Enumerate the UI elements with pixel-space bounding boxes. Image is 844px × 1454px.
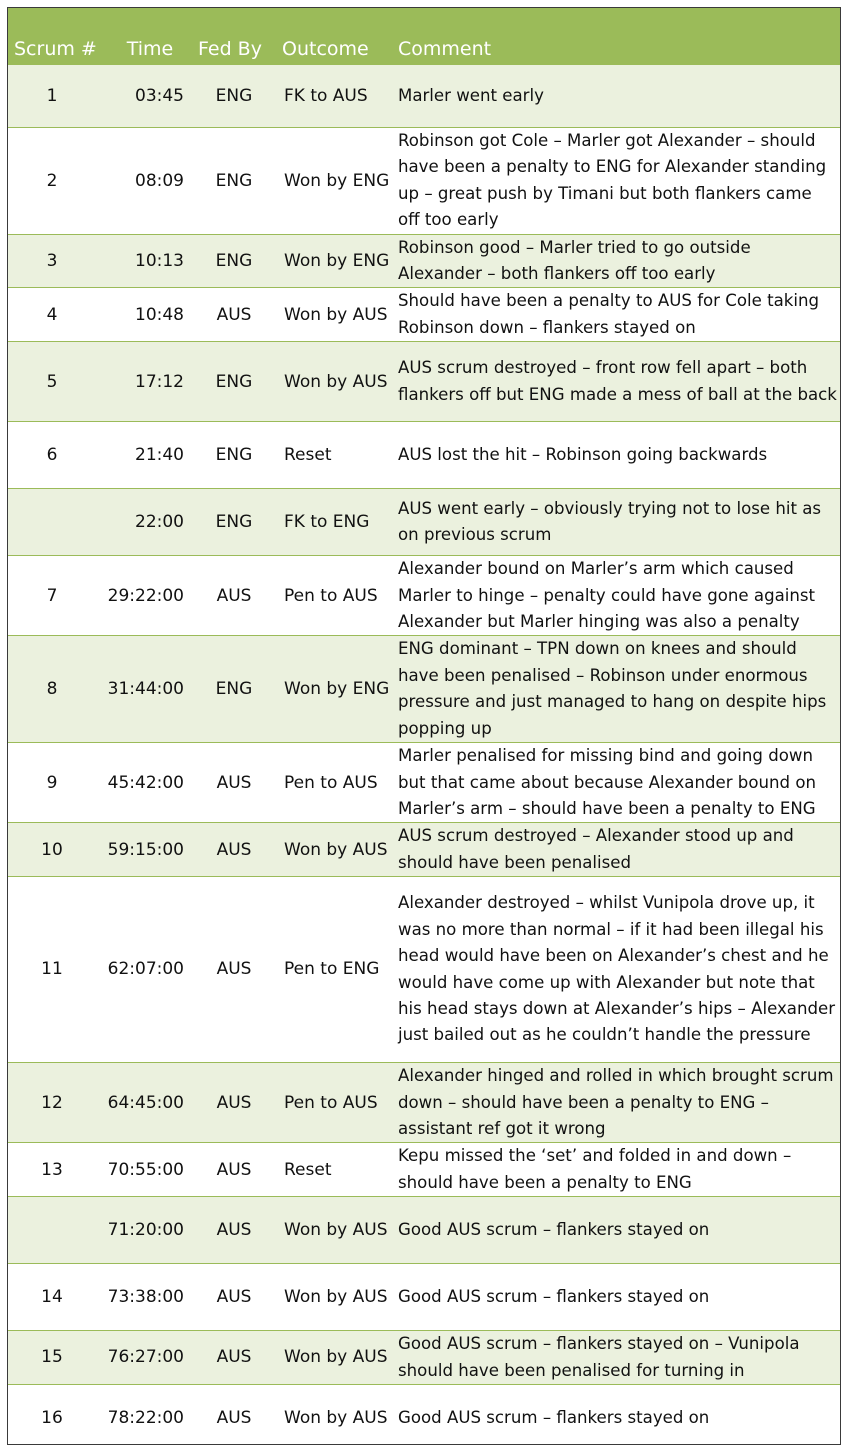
cell-scrum: 6 <box>8 422 102 489</box>
table-row <box>8 1143 840 1197</box>
cell-fed-by: AUS <box>192 1063 276 1143</box>
cell-comment: AUS went early – obviously trying not to lose hit as on previous scrum <box>388 489 840 556</box>
table-row <box>8 1384 840 1445</box>
header-scrum: Scrum # <box>8 8 102 65</box>
table-row <box>8 556 840 636</box>
cell-fed-by: ENG <box>192 342 276 422</box>
table-row <box>8 65 840 128</box>
cell-fed-by: AUS <box>192 823 276 877</box>
cell-comment: Should have been a penalty to AUS for Cole taking Robinson down – flankers stayed on <box>388 288 840 342</box>
cell-comment: AUS scrum destroyed – front row fell apart – both flankers off but ENG made a mess of ball at the back <box>388 342 840 422</box>
cell-fed-by: AUS <box>192 556 276 636</box>
cell-time: 22:00 <box>102 489 192 556</box>
cell-fed-by: ENG <box>192 65 276 128</box>
cell-comment: ENG dominant – TPN down on knees and should have been penalised – Robinson under enormous pressure and just managed to hang on despite hips popping up <box>388 636 840 743</box>
cell-scrum: 16 <box>8 1384 102 1445</box>
cell-scrum: 11 <box>8 877 102 1063</box>
scrum-analysis-table-container <box>7 7 841 1445</box>
cell-comment: Kepu missed the ‘set’ and folded in and down – should have been a penalty to ENG <box>388 1143 840 1197</box>
cell-time: 29:22:00 <box>102 556 192 636</box>
cell-comment: Good AUS scrum – flankers stayed on <box>388 1264 840 1331</box>
cell-outcome: Won by AUS <box>276 823 388 877</box>
cell-time: 31:44:00 <box>102 636 192 743</box>
cell-time: 73:38:00 <box>102 1264 192 1331</box>
cell-scrum: 7 <box>8 556 102 636</box>
table-row <box>8 422 840 489</box>
cell-outcome: Won by AUS <box>276 342 388 422</box>
table-row <box>8 1331 840 1385</box>
cell-fed-by: AUS <box>192 1331 276 1385</box>
cell-fed-by: ENG <box>192 489 276 556</box>
cell-fed-by: AUS <box>192 743 276 823</box>
table-row <box>8 128 840 235</box>
table-body <box>8 65 840 1446</box>
cell-scrum <box>8 1197 102 1264</box>
cell-scrum: 4 <box>8 288 102 342</box>
cell-time: 64:45:00 <box>102 1063 192 1143</box>
cell-outcome: Won by AUS <box>276 1384 388 1445</box>
cell-scrum: 5 <box>8 342 102 422</box>
cell-outcome: Won by ENG <box>276 128 388 235</box>
cell-comment: Good AUS scrum – flankers stayed on <box>388 1384 840 1445</box>
cell-comment: Robinson got Cole – Marler got Alexander – should have been a penalty to ENG for Alexander standing up – great push by Timani but both flankers came off too early <box>388 128 840 235</box>
cell-scrum: 1 <box>8 65 102 128</box>
cell-outcome: FK to ENG <box>276 489 388 556</box>
table-row <box>8 234 840 288</box>
cell-comment: AUS lost the hit – Robinson going backwards <box>388 422 840 489</box>
cell-outcome: Pen to AUS <box>276 743 388 823</box>
cell-outcome: Pen to ENG <box>276 877 388 1063</box>
cell-fed-by: AUS <box>192 1384 276 1445</box>
cell-time: 70:55:00 <box>102 1143 192 1197</box>
cell-outcome: Won by AUS <box>276 1331 388 1385</box>
cell-scrum <box>8 489 102 556</box>
cell-time: 59:15:00 <box>102 823 192 877</box>
cell-time: 08:09 <box>102 128 192 235</box>
cell-comment: Good AUS scrum – flankers stayed on <box>388 1197 840 1264</box>
cell-scrum: 12 <box>8 1063 102 1143</box>
cell-time: 45:42:00 <box>102 743 192 823</box>
cell-scrum: 8 <box>8 636 102 743</box>
cell-time: 03:45 <box>102 65 192 128</box>
cell-outcome: Pen to AUS <box>276 556 388 636</box>
cell-time: 62:07:00 <box>102 877 192 1063</box>
cell-scrum: 10 <box>8 823 102 877</box>
cell-fed-by: ENG <box>192 234 276 288</box>
cell-outcome: Won by ENG <box>276 636 388 743</box>
cell-time: 10:48 <box>102 288 192 342</box>
cell-comment: Alexander bound on Marler’s arm which caused Marler to hinge – penalty could have gone against Alexander but Marler hinging was also a penalty <box>388 556 840 636</box>
scrum-analysis-table <box>8 8 840 1445</box>
table-row <box>8 1197 840 1264</box>
cell-fed-by: AUS <box>192 877 276 1063</box>
header-time: Time <box>102 8 192 65</box>
table-row <box>8 1063 840 1143</box>
cell-comment: Alexander destroyed – whilst Vunipola drove up, it was no more than normal – if it had been illegal his head would have been on Alexander’s chest and he would have come up with Alexander but note that his head stays down at Alexander’s hips – Alexander just bailed out as he couldn’t handle the pressure <box>388 877 840 1063</box>
cell-fed-by: ENG <box>192 128 276 235</box>
cell-fed-by: AUS <box>192 1264 276 1331</box>
header-comment: Comment <box>388 8 840 65</box>
cell-fed-by: AUS <box>192 1143 276 1197</box>
cell-outcome: Won by ENG <box>276 234 388 288</box>
cell-outcome: FK to AUS <box>276 65 388 128</box>
cell-outcome: Won by AUS <box>276 1197 388 1264</box>
cell-outcome: Reset <box>276 1143 388 1197</box>
cell-fed-by: ENG <box>192 636 276 743</box>
cell-scrum: 2 <box>8 128 102 235</box>
cell-comment: Good AUS scrum – flankers stayed on – Vunipola should have been penalised for turning in <box>388 1331 840 1385</box>
cell-scrum: 15 <box>8 1331 102 1385</box>
cell-fed-by: ENG <box>192 422 276 489</box>
cell-fed-by: AUS <box>192 288 276 342</box>
cell-scrum: 3 <box>8 234 102 288</box>
table-row <box>8 489 840 556</box>
cell-fed-by: AUS <box>192 1197 276 1264</box>
cell-time: 10:13 <box>102 234 192 288</box>
cell-outcome: Won by AUS <box>276 1264 388 1331</box>
table-row <box>8 877 840 1063</box>
cell-comment: Marler went early <box>388 65 840 128</box>
header-fed-by: Fed By <box>192 8 276 65</box>
table-row <box>8 288 840 342</box>
table-row <box>8 636 840 743</box>
cell-comment: Alexander hinged and rolled in which brought scrum down – should have been a penalty to ENG – assistant ref got it wrong <box>388 1063 840 1143</box>
cell-time: 21:40 <box>102 422 192 489</box>
cell-time: 76:27:00 <box>102 1331 192 1385</box>
table-row <box>8 823 840 877</box>
cell-scrum: 9 <box>8 743 102 823</box>
cell-time: 78:22:00 <box>102 1384 192 1445</box>
cell-outcome: Won by AUS <box>276 288 388 342</box>
table-row <box>8 743 840 823</box>
cell-time: 17:12 <box>102 342 192 422</box>
table-row <box>8 1264 840 1331</box>
cell-scrum: 13 <box>8 1143 102 1197</box>
cell-time: 71:20:00 <box>102 1197 192 1264</box>
cell-comment: Marler penalised for missing bind and going down but that came about because Alexander bound on Marler’s arm – should have been a penalty to ENG <box>388 743 840 823</box>
cell-comment: AUS scrum destroyed – Alexander stood up and should have been penalised <box>388 823 840 877</box>
cell-scrum: 14 <box>8 1264 102 1331</box>
header-row <box>8 8 840 65</box>
table-row <box>8 342 840 422</box>
cell-comment: Robinson good – Marler tried to go outside Alexander – both flankers off too early <box>388 234 840 288</box>
cell-outcome: Reset <box>276 422 388 489</box>
cell-outcome: Pen to AUS <box>276 1063 388 1143</box>
header-outcome: Outcome <box>276 8 388 65</box>
